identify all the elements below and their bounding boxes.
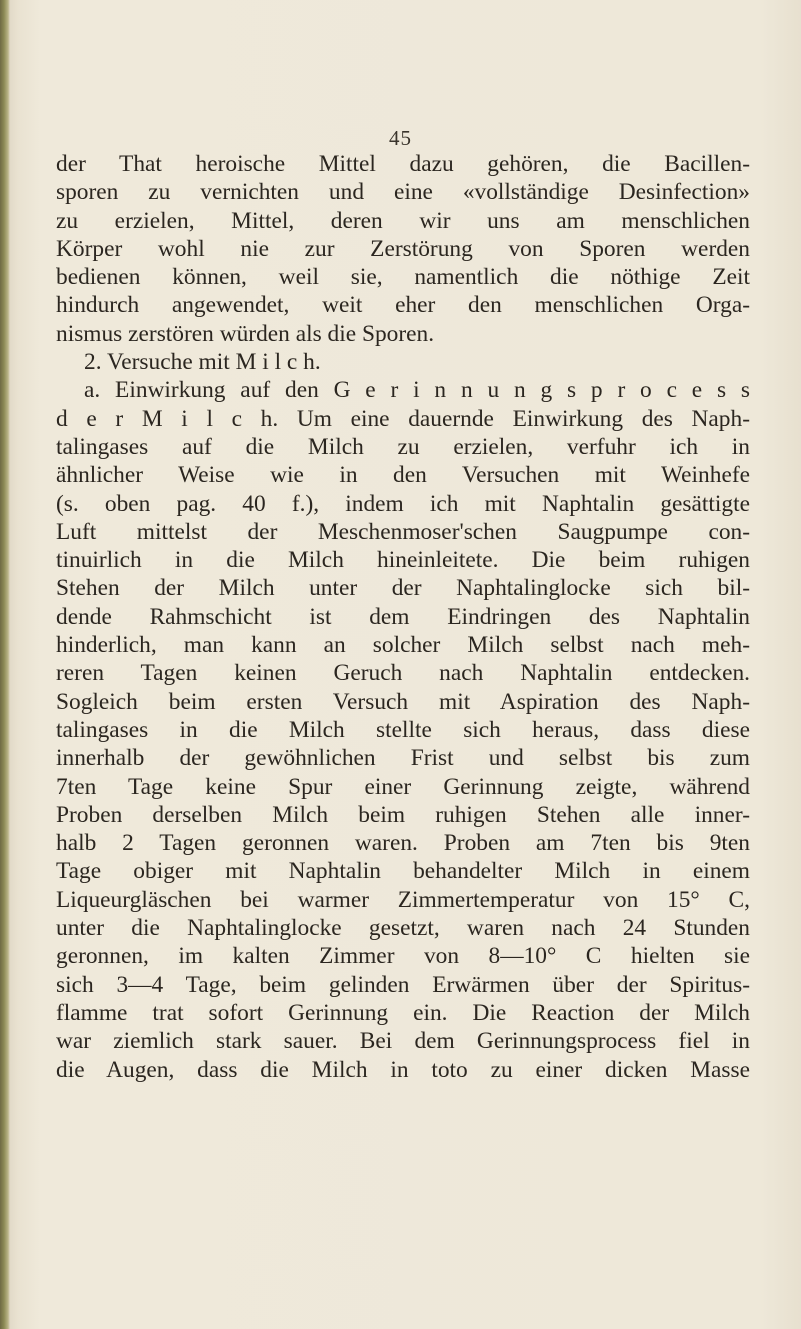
text-line: Luft mittelst der Meschenmoser'schen Saugpumpe con- bbox=[56, 518, 750, 545]
text-line: halb 2 Tagen geronnen waren. Proben am 7ten bis 9ten bbox=[56, 830, 750, 857]
text-line: bedienen können, weil sie, namentlich die nöthige Zeit bbox=[56, 264, 750, 291]
page-binding-edge bbox=[0, 0, 10, 1329]
text-line: zu erzielen, Mittel, deren wir uns am menschlichen bbox=[56, 207, 750, 234]
text-line: unter die Naphtalinglocke gesetzt, waren nach 24 Stunden bbox=[56, 915, 750, 942]
text-line: sich 3—4 Tage, beim gelinden Erwärmen über der Spiritus- bbox=[56, 971, 750, 998]
text-line: talingases in die Milch stellte sich heraus, dass diese bbox=[56, 716, 750, 743]
page-number: 45 bbox=[389, 126, 412, 150]
text-line: der That heroische Mittel dazu gehören, die Bacillen- bbox=[56, 151, 750, 177]
text-line: die Augen, dass die Milch in toto zu einer dicken Masse bbox=[56, 1056, 750, 1083]
text-line: Tage obiger mit Naphtalin behandelter Milch in einem bbox=[56, 858, 750, 885]
text-line: innerhalb der gewöhnlichen Frist und selbst bis zum bbox=[56, 745, 750, 772]
text-line: (s. oben pag. 40 f.), indem ich mit Naphtalin gesättigte bbox=[56, 490, 750, 517]
text-line: nismus zerstören würden als die Sporen. bbox=[56, 320, 435, 347]
text-line: ähnlicher Weise wie in den Versuchen mit Weinhefe bbox=[56, 462, 750, 489]
text-line: reren Tagen keinen Geruch nach Naphtalin entdecken. bbox=[56, 660, 750, 687]
text-line: dende Rahmschicht ist dem Eindringen des Naphtalin bbox=[56, 603, 750, 630]
text-line: Liqueurgläschen bei warmer Zimmertemperatur von 15° C, bbox=[56, 886, 750, 913]
text-line: geronnen, im kalten Zimmer von 8—10° C hielten sie bbox=[56, 943, 750, 970]
section-heading: 2. Versuche mit M i l c h. bbox=[84, 349, 321, 376]
text-line: sporen zu vernichten und eine «vollständige Desinfection» bbox=[56, 179, 750, 206]
text-line: Stehen der Milch unter der Naphtalinglocke sich bil- bbox=[56, 575, 750, 602]
text-line: d e r M i l c h. Um eine dauernde Einwirkung des Naph- bbox=[56, 405, 750, 432]
text-line: war ziemlich stark sauer. Bei dem Gerinnungsprocess fiel in bbox=[56, 1028, 750, 1055]
subsection-heading: a. Einwirkung auf den G e r i n n u n g s p r o c e s s bbox=[84, 377, 750, 404]
text-line: Sogleich beim ersten Versuch mit Aspiration des Naph- bbox=[56, 688, 750, 715]
text-line: tinuirlich in die Milch hineinleitete. Die beim ruhigen bbox=[56, 547, 750, 574]
text-line: hinderlich, man kann an solcher Milch selbst nach meh- bbox=[56, 632, 750, 659]
text-line: hindurch angewendet, weit eher den menschlichen Orga- bbox=[56, 292, 750, 319]
text-line: Körper wohl nie zur Zerstörung von Sporen werden bbox=[56, 235, 750, 262]
text-line: flamme trat sofort Gerinnung ein. Die Reaction der Milch bbox=[56, 999, 750, 1026]
text-line: 7ten Tage keine Spur einer Gerinnung zeigte, während bbox=[56, 773, 750, 800]
text-line: talingases auf die Milch zu erzielen, verfuhr ich in bbox=[56, 433, 750, 460]
text-line: Proben derselben Milch beim ruhigen Stehen alle inner- bbox=[56, 801, 750, 828]
body-text bbox=[56, 150, 750, 1084]
